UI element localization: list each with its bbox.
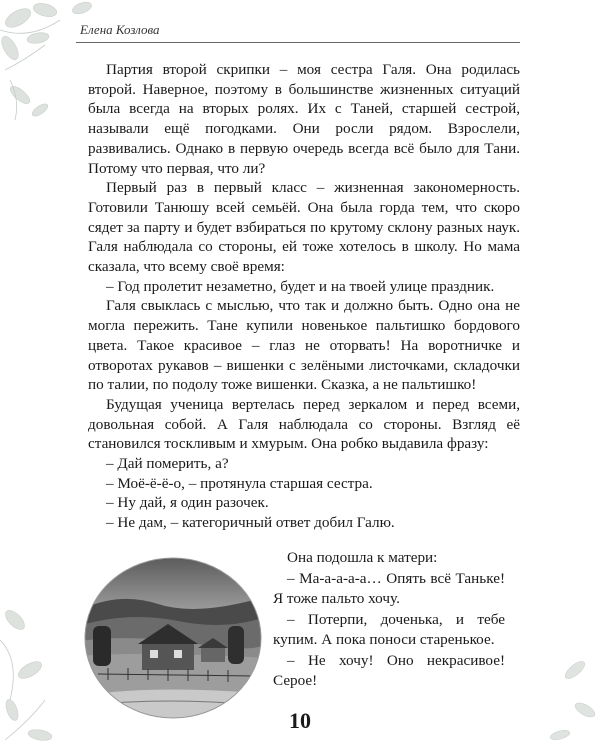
dialogue-line: – Потерпи, доченька, и тебе купим. А пока поноси старенькое. bbox=[273, 610, 505, 648]
side-text bbox=[273, 548, 505, 692]
paragraph: Галя свыклась с мыслью, что так и должно быть. Одно она не могла пережить. Тане купили новенькое пальтишко бордового цвета. Такое красивое – глаз не оторвать! На воротничке и отворотах рукавов – вишенки с зелёными листочками, складочки по талии, по подолу тоже вишенки. Сказка, а не пальтишко! bbox=[88, 297, 520, 394]
dialogue-line: – Ну дай, я один разочек. bbox=[106, 494, 269, 512]
paragraph: Будущая ученица вертелась перед зеркалом и перед всеми, довольная собой. А Галя наблюдала со стороны. Взгляд её становился тоскливым и хмурым. Она робко выдавила фразу: bbox=[88, 395, 520, 453]
paragraph: Она подошла к матери: bbox=[287, 549, 438, 566]
dialogue-line: – Не хочу! Оно некрасивое! Серое! bbox=[273, 651, 505, 689]
running-header-author: Елена Козлова bbox=[80, 22, 160, 37]
dialogue-line: – Дай померить, а? bbox=[106, 455, 229, 473]
main-text bbox=[88, 60, 520, 533]
paragraph: Первый раз в первый класс – жизненная закономерность. Готовили Танюшу всей семьёй. Она была горда тем, что скоро сядет за парту и будет взбираться по крутому склону разных наук. Галя наблюдала со стороны, ей тоже хотелось в школу. Но мама сказала, что всему своё время: bbox=[88, 179, 520, 276]
dialogue-line: – Моё-ё-ё-о, – протянула старшая сестра. bbox=[106, 474, 373, 492]
paragraph: Партия второй скрипки – моя сестра Галя. Она родилась второй. Наверное, поэтому в большинстве жизненных ситуаций была всегда на вторых ролях. Их с Таней, старшей сестрой, называли ещё погодками. Они росли рядом. Взрослели, развивались. Однако в первую очередь всегда всё было для Тани. Потому что первая, что ли? bbox=[88, 61, 520, 177]
dialogue-line: – Не дам, – категоричный ответ добил Галю. bbox=[106, 514, 395, 532]
page-number: 10 bbox=[289, 708, 311, 733]
dialogue-line: – Ма-а-а-а-а… Опять всё Таньке! Я тоже пальто хочу. bbox=[273, 569, 505, 607]
village-illustration bbox=[78, 556, 268, 721]
dialogue-line: – Год пролетит незаметно, будет и на твоей улице праздник. bbox=[106, 277, 495, 295]
header-rule bbox=[76, 42, 520, 43]
